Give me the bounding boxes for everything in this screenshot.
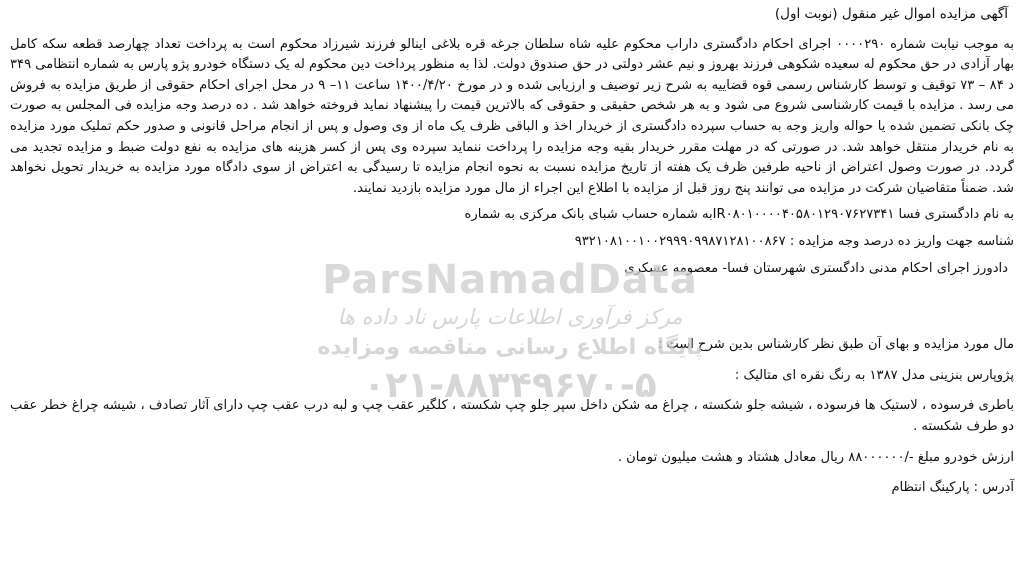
watermark-brand: ParsNamadData bbox=[322, 257, 698, 303]
watermark-phone: ۰۲۱-۸۸۳۴۹۶۷۰-۵ bbox=[363, 365, 657, 406]
auction-item-intro: مال مورد مزایده و بهای آن طبق نظر کارشناس بدین شرح است : bbox=[657, 337, 1014, 353]
address-line: آدرس : پارکینگ انتظام bbox=[891, 480, 1014, 496]
watermark-line-2: پایگاه اطلاع رسانی مناقصه ومزایده bbox=[317, 335, 703, 360]
notice-title: آگهی مزایده اموال غیر منقول (نوبت اول) bbox=[774, 6, 1008, 22]
deposit-id-line: شناسه جهت واریز ده درصد وجه مزایده : ۹۳۲۱۰۸۱۰۰۱۰۰۲۹۹۹۰۹۹۸۷۱۲۸۱۰۰۸۶۷ bbox=[574, 233, 1014, 249]
vehicle-value: ارزش خودرو مبلغ -/۸۸۰۰۰۰۰۰ ریال معادل هشتاد و هشت میلیون تومان . bbox=[617, 449, 1014, 465]
vehicle-description: پژوپارس بنزینی مدل ۱۳۸۷ به رنگ نقره ای متالیک : bbox=[734, 367, 1014, 383]
signature-line: دادورز اجرای احکام مدنی دادگستری شهرستان فسا- معصومه عسکری bbox=[624, 260, 1008, 276]
vehicle-condition: باطری فرسوده ، لاستیک ها فرسوده ، شیشه جلو شکسته ، چراغ مه شکن داخل سپر جلو چپ شکسته ، کلگیر عقب چپ و لبه درب عقب چپ دارای آثار تصادف ، شیشه چراغ خطر عقب دو طرف شکسته . bbox=[10, 398, 1014, 434]
bank-account-line: به نام دادگستری فسا IR۰۸۰۱۰۰۰۰۴۰۵۸۰۱۲۹۰۷۶۲۷۳۴۱به شماره حساب شبای بانک مرکزی به شماره bbox=[464, 207, 1014, 223]
notice-body: به موجب نیابت شماره ۰۰۰۰۲۹۰ اجرای احکام دادگستری داراب محکوم علیه شاه سلطان جرغه قره بلاغی اینالو فرزند شیرزاد محکوم است به پرداخت تعداد چهارصد قطعه سکه کامل بهار آزادی در حق محکوم له سعیده شکوهی فرزند بهروز و نیم عشر دولتی در حق صندوق دولت. لذا به منظور پرداخت دین محکوم له یک دستگاه خودرو پژو پارس به شماره انتظامی ۳۴۹ د ۸۴ – ۷۳ توقیف و توسط کارشناس رسمی قوه قضاییه به شرح زیر توصیف و ارزیابی شده و در مورخ ۱۴۰۰/۴/۲۰ ساعت ۱۱– ۹ در محل اجرای احکام حقوقی از طریق مزایده به فروش می رسد . مزایده با قیمت کارشناسی شروع می شود و به هر شخص حقیقی و حقوقی که بالاترین قیمت را پیشنهاد نماید فروخته خواهد شد . ده درصد وجه مزایده فی المجلس به صورت چک بانکی تضمین شده یا حواله واریز وجه به حساب سپرده دادگستری از خریدار اخذ و الباقی ظرف یک ماه از وی وصول و پس از انجام مراحل قانونی و صدور حکم تملیک مورد مزایده به نام خریدار منتقل خواهد شد. در صورتی که در مهلت مقرر خریدار بقیه وجه مزایده را پرداخت ننماید سپرده وی پس از کسر هزینه های مزایده به نفع دولت ضبط و مزایده تجدید می گردد. در صورت وصول اعتراض از ناحیه طرفین ظرف یک هفته از تاریخ مزایده نسبت به نحوه انجام مزایده تا رسیدگی به اعتراض از سوی دادگاه مورد مزایده به خریدار تحویل نخواهد شد. ضمناً متقاضیان شرکت در مزایده می توانند پنج روز قبل از مزایده با اطلاع این اجراء از مال مورد مزایده بازدید نمایند. bbox=[10, 36, 1015, 196]
watermark-line-1: مرکز فرآوری اطلاعات پارس ناد داده ها bbox=[337, 305, 683, 329]
